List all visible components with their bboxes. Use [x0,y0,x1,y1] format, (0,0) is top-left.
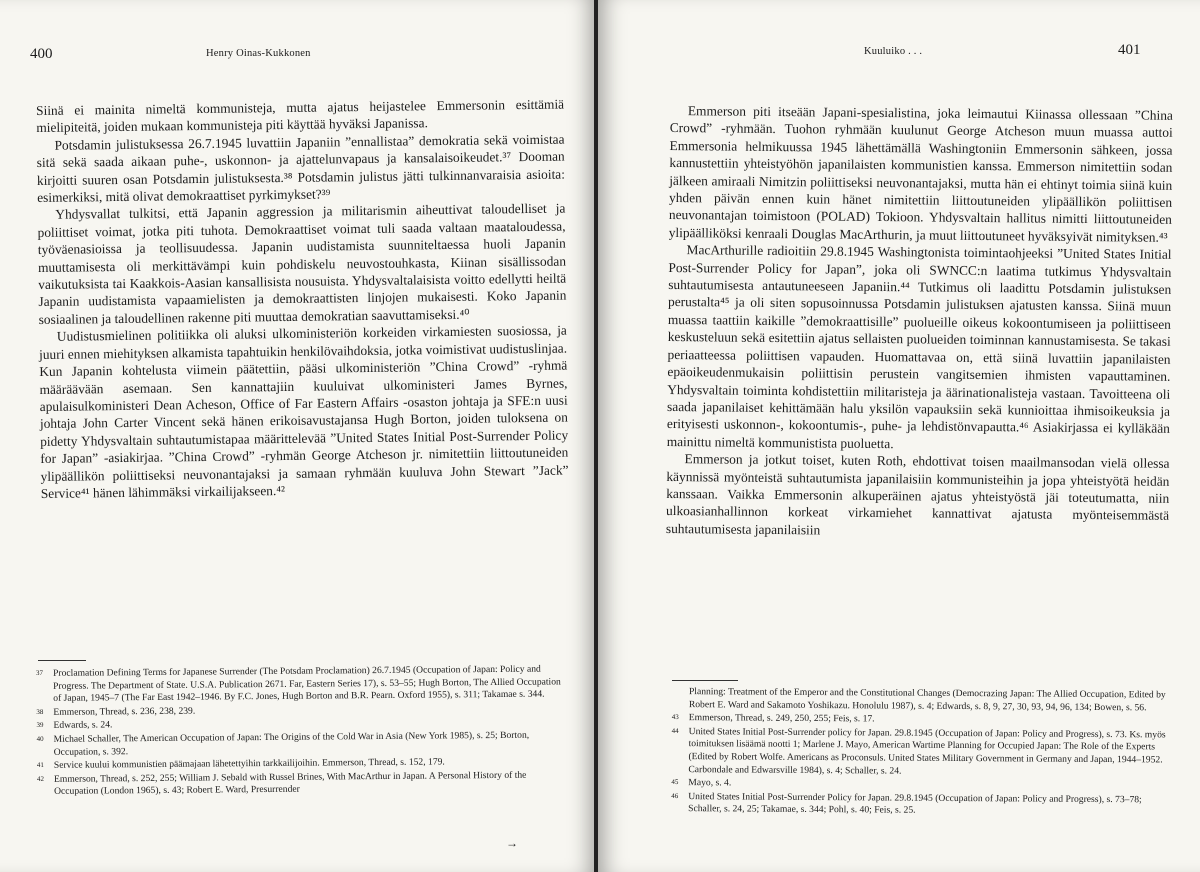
footnote: 45 Mayo, s. 4. [671,777,732,789]
footnote: 39 Edwards, s. 24. [36,719,113,732]
footnote: 44 United States Initial Post-Surrender policy for Japan. 29.8.1945 (Occupation of Japan: Policy and Progress), s. 73. Ks. myös toimituksen lisäämä nootti 1; Marlene J. Mayo, American Wartime Planning for Occupied Japan: The Role of the Experts (Edited by Robert Wolfe. Americans as Proconsuls. United States Military Government in Germany and Japan, 1944–1952. Carbondale and Edwarsville 1984), s. 4; Schaller, s. 24. [671,725,1166,777]
right-page [598,0,1200,872]
footnote: 46 United States Initial Post-Surrender Policy for Japan. 29.8.1945 (Occupation of Japan: Policy and Progress), s. 73–78; Schaller, s. 24, 25; Takamae, s. 344; Pohl, s. 40; Feis, s. 25. [671,790,1142,817]
page-number: 401 [1118,42,1141,58]
footnote-continued: Planning: Treatment of the Emperor and the Constitutional Changes (Democrazing Japan: The Allied Occupation, Edited by Robert E. Ward and Sakamoto Yoshikazu. Honolulu 1987), s. 4; Edwards, s. 8, 9, 27, 30, 93, 94, 96, 134; Bowen, s. 56. [688,686,1166,713]
footnotes [36,663,565,800]
continuation-arrow: → [506,836,518,850]
running-head: Kuuluiko . . . [864,46,923,57]
footnotes [671,686,1172,820]
footnote: 38 Emmerson, Thread, s. 236, 238, 239. [36,705,196,718]
running-head: Henry Oinas-Kukkonen [206,48,311,59]
footnote: 41 Service kuului kommunistien päämajaan lähetettyihin tarkkailijoihin. Emmerson, Thread, s. 152, 179. [36,756,445,772]
paragraph: Siinä ei mainita nimeltä kommunisteja, mutta ajatus heijastelee Emmersonin esittämiä mielipiteitä, joiden mukaan kommunisteja piti käyttää hyväksi Japanissa. [36,96,565,136]
footnote-rule [672,680,738,681]
paragraph: Emmerson piti itseään Japani-spesialistina, joka leimautui Kiinassa ollessaan ”China Crowd” -ryhmään. Tuohon ryhmään kuulunut George Atcheson muun muassa auttoi Emmersonia helmikuussa 1945 lähettämällä Washingtoniin Emmersonin sähkeen, jossa kannustettiin yhteistyöhön japanilaisten kommunistien kanssa. Emmerson nimitettiin sodan jälkeen amiraali Nimitzin poliittiseksi neuvonantajaksi, mutta hän ei ehtinyt toimia siinä kuin yhden päivän ennen kuin hänet nimitettiin liittoutuneiden ylipäällikön poliittisen neuvonantajan toimistoon (POLAD) Tokioon. Yhdysvaltain hallitus nimitti liittoutuneiden ylipäälliköksi kenraali Douglas MacArthurin, ja muut liittoutuneet hyväksyivät nimityksen.⁴³ [668,103,1173,245]
paragraph: Yhdysvallat tulkitsi, että Japanin aggression ja militarismin aiheuttivat taloudelliset ja poliittiset voimat, jotka piti tuhota. Demokraattiset voimat tuli saada valtaan maataloudessa, työväenasioissa ja teollisuudessa. Japanin uudistamista suunniteltaessa huoli Japanin muuttamisesta oli merkittävämpi kuin pohdiskelu neuvostouhkasta, Kiinan sisällissodan vaikutuksista tai Kaakkois-Aasian kansallisista nousuista. Yhdysvaltalaisista voitto edellytti heiltä Japanin uudistamista vapaamielisten ja demokraattisten linjojen mukaisesti. Koko Japanin sosiaalinen ja taloudellinen rakenne piti muuttaa demokratian saavuttamiseksi.⁴⁰ [37,200,567,327]
footnote-rule [38,660,86,661]
paragraph: Emmerson ja jotkut toiset, kuten Roth, ehdottivat toisen maailmansodan vielä ollessa käynnissä myönteistä suhtautumista japanilaisiin kommunisteihin ja jopa yhteistyötä heidän kanssaan. Vaikka Emmersonin alkuperäinen ajatus yhteistyöstä jäi toteutumatta, niin ulkoasianhallinnon korkeat virkamiehet kannattivat ajatusta myönteisemmästä suhtautumisesta japanilaisiin [665,451,1170,538]
page-number: 400 [30,46,53,62]
body-text [666,102,1173,542]
footnote: 42 Emmerson, Thread, s. 252, 255; William J. Sebald with Russel Brines, With MacArthur in Japan. A Personal History of the Occupation (London 1965), s. 43; Robert E. Ward, Presurrender [36,769,527,798]
paragraph: MacArthurille radioitiin 29.8.1945 Washingtonista toimintaohjeeksi ”United States Initial Post-Surrender Policy for Japan”, joka oli SWNCC:n laatima tutkimus Yhdysvaltain suhtautumisesta antautuneeseen Japaniin.⁴⁴ Tutkimus oli laadittu Potsdamin julistuksen perustalta⁴⁵ ja oli siten sopusoinnussa Potsdamin julistuksen ajatusten kanssa. Siinä muun muassa taattiin kaikille ”demokraattisille” puolueille oikeus kokoontumiseen ja poliittiseen keskusteluun sekä esitettiin ajatus sellaisten puolueiden toiminnan kannustamisesta. Se takasi periaatteessa poliittisen vapauden. Huomattavaa on, että siinä luvattiin japanilaisten epäoikeudenmukaisin poliittisin perustein vangitsemien ihmisten vapauttaminen. Yhdysvaltain toiminta kohdistettiin militaristeja ja äärinationalisteja vastaan. Tavoitteena oli saada japanilaiset kehittämään halu yksilön vapauksiin sekä kunnioittaa ihmisoikeuksia ja erityisesti uskonnon-, kokoontumis-, puhe- ja lehdistönvapautta.⁴⁶ Asiakirjassa ei kylläkään mainittu nimeltä kommunistista puoluetta. [666,242,1172,451]
body-text [36,96,569,503]
paragraph: Potsdamin julistuksessa 26.7.1945 luvattiin Japaniin ”ennallistaa” demokratia sekä voimistaa sitä sekä saada aikaan puhe-, uskonnon- ja ajattelunvapaus ja kansalaisoikeudet.³⁷ Dooman kirjoitti suuren osan Potsdamin julistuksesta.³⁸ Potsdamin julistus jätti tulkinnanvaraisia asioita: esimerkiksi, mitä olivat demokraattiset pyrkimykset?³⁹ [36,131,566,206]
paragraph: Uudistusmielinen politiikka oli aluksi ulkoministeriön korkeiden virkamiesten suosiossa, ja juuri ennen miehityksen alkamista tapahtuikin henkilövaihdoksia, jotka voimistivat uudistuslinjaa. Kun Japanin kohtelusta viimein päätettiin, pääsi ulkoministeriön ”China Crowd” -ryhmä määräävään asemaan. Sen kannattajiin kuuluivat ulkoministeri James Byrnes, apulaisulkoministeri Dean Acheson, Office of Far Eastern Affairs -osaston johtaja ja SFE:n uusi johtaja John Carter Vincent sekä hänen erikoisavustajansa Hugh Borton, joiden tuloksena on pidetty Yhdysvaltain suhtautumistapaa määrittelevää ”United States Initial Post-Surrender Policy for Japan” -asiakirjaa. ”China Crowd” -ryhmän George Atcheson jr. nimitettiin liittoutuneiden ylipäällikön poliittiseksi neuvonantajaksi ja samaan ryhmään kuuluva John Stewart ”Jack” Service⁴¹ hänen lähimmäksi virkailijakseen.⁴² [38,322,569,501]
footnote: 43 Emmerson, Thread, s. 249, 250, 255; Feis, s. 17. [671,712,875,725]
footnote: 37 Proclamation Defining Terms for Japanese Surrender (The Potsdam Proclamation) 26.7.1945 (Occupation of Japan: Policy and Progress. The Department of State. U.S.A. Publication 2671. Far, Eastern Series 17), s. 53–55; Hugh Borton, The Allied Occupation of Japan, 1945–7 (The Far East 1942–1946. By F.C. Jones, Hugh Borton and B.R. Pearn. Oxford 1955), s. 311; Takamae s. 344. [36,663,561,705]
left-page [0,0,596,872]
footnote: 40 Michael Schaller, The American Occupation of Japan: The Origins of the Cold War in Asia (New York 1985), s. 25; Borton, Occupation, s. 392. [36,729,530,758]
